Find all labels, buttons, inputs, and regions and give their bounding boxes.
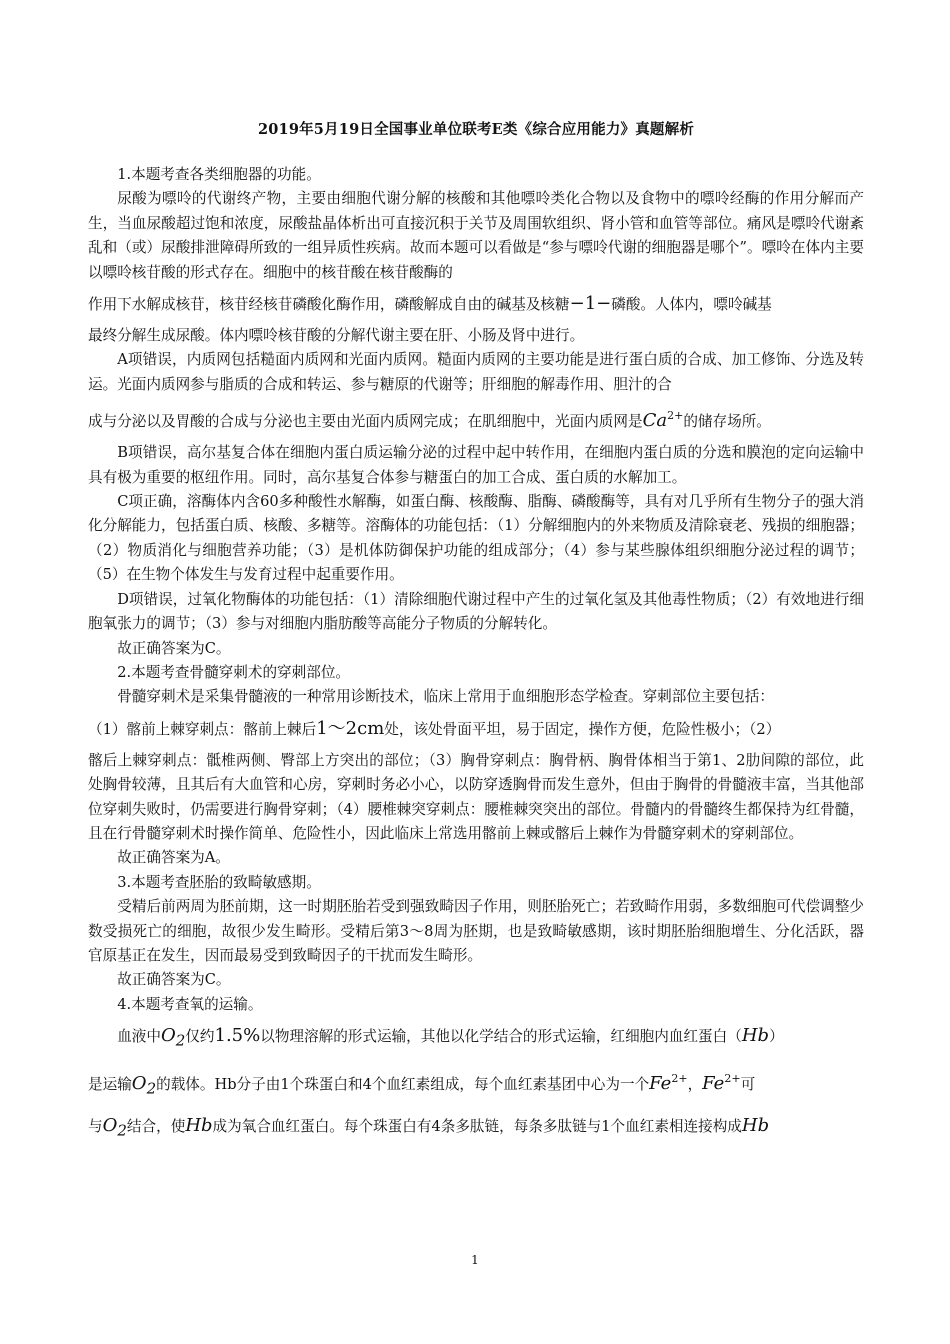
q2-sites-text-2: 处，该处骨面平坦，易于固定，操作方便，危险性极小；（2） — [384, 720, 781, 738]
q1-paragraph-intro-cont — [88, 285, 864, 324]
q4-text-10: 结合，使 — [126, 1118, 186, 1136]
oxygen-formula-3 — [102, 1115, 127, 1140]
q4-text-4: ） — [769, 1028, 784, 1046]
q4-text-3: 以物理溶解的形式运输，其他以化学结合的形式运输，红细胞内血红蛋白（ — [260, 1028, 742, 1046]
hemoglobin-symbol: Hb — [741, 1025, 770, 1047]
q1-heading: 1.本题考查各类细胞器的功能。 — [117, 166, 321, 183]
q1-option-d: D项错误，过氧化物酶体的功能包括：（1）清除细胞代谢过程中产生的过氧化氢及其他毒性物质；（2）有效地进行细胞氧张力的调节；（3）参与对细胞内脂肪酸等高能分子物质的分解转化。 — [88, 590, 864, 633]
oxygen-symbol-2: O — [131, 1072, 147, 1094]
q4-text-8: 可 — [740, 1075, 756, 1093]
iron-formula — [649, 1073, 687, 1094]
q2-paragraph-sites-cont: 髂后上棘穿刺点：骶椎两侧、臀部上方突出的部位；（3）胸骨穿刺点：胸骨柄、胸骨体相当于第1、2肋间隙的部位，此处胸骨较薄，且其后有大血管和心房，穿刺时务必小心，以防穿透胸骨而发生意外，但由于胸骨的骨髓液丰富，当其他部位穿刺失败时，仍需要进行胸骨穿刺；（4）腰椎棘突穿刺点：腰椎棘突突出的部位。骨髓内的骨髓终生都保持为红骨髓，且在行骨髓穿刺术时操作简单、危险性小，因此临床上常选用髂前上棘或髂后上棘作为骨髓穿刺术的穿刺部位。 — [88, 751, 864, 842]
q1-option-a-text-3: 的储存场所。 — [683, 413, 771, 431]
oxygen-subscript-3: 2 — [117, 1121, 127, 1140]
q2-distance-formula: 1～2cm — [316, 717, 385, 739]
q1-option-b: B项错误，高尔基复合体在细胞内蛋白质运输分泌的过程中起中转作用，在细胞内蛋白质的分选和膜泡的定向运输中具有极为重要的枢纽作用。同时，高尔基复合体参与糖蛋白的加工合成、蛋白质的水解加工。 — [88, 444, 864, 486]
q4-text-7: ， — [687, 1075, 703, 1093]
page-number: 1 — [471, 1253, 479, 1267]
q4-text-5: 是运输 — [88, 1075, 132, 1093]
q1-intro-text: 尿酸为嘌呤的代谢终产物，主要由细胞代谢分解的核酸和其他嘌呤类化合物以及食物中的嘌呤经酶的作用分解而产生，当血尿酸超过饱和浓度，尿酸盐晶体析出可直接沉积于关节及周围软组织、肾小管和血管等部位。痛风是嘌呤代谢紊乱和（或）尿酸排泄障碍所致的一组异质性疾病。故而本题可以看做是“参与嘌呤代谢的细胞器是哪个”。嘌呤在体内主要以嘌呤核苷酸的形式存在。细胞中的核苷酸在核苷酸酶的 — [88, 190, 864, 281]
q1-answer: 故正确答案为C。 — [117, 639, 231, 657]
q4-text-9: 与 — [88, 1118, 103, 1136]
iron-charge: 2+ — [671, 1071, 688, 1085]
q4-paragraph-2 — [88, 1060, 864, 1108]
hemoglobin-symbol-3: Hb — [741, 1115, 770, 1137]
q1-option-a-cont — [88, 397, 864, 441]
q3-heading: 3.本题考查胚胎的致畸敏感期。 — [117, 873, 321, 891]
q4-heading: 4.本题考查氧的运输。 — [117, 995, 263, 1013]
oxygen-symbol: O — [160, 1025, 176, 1047]
iron-symbol: Fe — [649, 1072, 672, 1094]
q4-paragraph-1 — [88, 1017, 864, 1060]
oxygen-formula-2 — [131, 1072, 157, 1098]
oxygen-subscript: 2 — [175, 1031, 186, 1050]
q1-intro-text-3: 磷酸。人体内，嘌呤碱基 — [611, 296, 772, 314]
q2-answer: 故正确答案为A。 — [117, 849, 230, 867]
oxygen-formula — [160, 1025, 186, 1050]
q1-paragraph-intro-end: 最终分解生成尿酸。体内嘌呤核苷酸的分解代谢主要在肝、小肠及肾中进行。 — [88, 327, 585, 345]
oxygen-percentage: 1.5% — [214, 1025, 261, 1047]
q1-option-c: C项正确，溶酶体内含60多种酸性水解酶，如蛋白酶、核酸酶、脂酶、磷酸酶等，具有对几乎所有生物分子的强大消化分解能力，包括蛋白质、核酸、多糖等。溶酶体的功能包括：（1）分解细胞内的外来物质及清除衰老、残损的细胞器；（2）物质消化与细胞营养功能；（3）是机体防御保护功能的组成部分；（4）参与某些腺体组织细胞分泌过程的调节；（5）在生物个体发生与发育过程中起重要作用。 — [88, 493, 864, 584]
q4-paragraph-3 — [88, 1107, 864, 1150]
iron-symbol-2: Fe — [702, 1072, 725, 1094]
q1-option-a-text-2: 成与分泌以及胃酸的合成与分泌也主要由光面内质网完成；在肌细胞中，光面内质网是 — [88, 413, 643, 431]
calcium-formula — [643, 410, 684, 431]
q1-option-a: A项错误，内质网包括糙面内质网和光面内质网。糙面内质网的主要功能是进行蛋白质的合成、加工修饰、分选及转运。光面内质网参与脂质的合成和转运、参与糖原的代谢等；肝细胞的解毒作用、胆汁的合 — [88, 351, 864, 393]
q1-paragraph-intro — [88, 187, 864, 285]
iron-formula-2 — [702, 1073, 740, 1094]
calcium-charge: 2+ — [667, 409, 684, 423]
q2-paragraph-intro: 骨髓穿刺术是采集骨髓液的一种常用诊断技术，临床上常用于血细胞形态学检查。穿刺部位主要包括： — [117, 688, 774, 706]
document-title: 2019年5月19日全国事业单位联考E类《综合应用能力》真题解析 — [257, 121, 695, 138]
q4-text-2: 仅约 — [185, 1028, 215, 1046]
q2-sites-text: （1）髂前上棘穿刺点：髂前上棘后 — [88, 720, 317, 738]
iron-charge-2: 2+ — [724, 1071, 741, 1085]
q1-ribose-formula: −1− — [569, 293, 612, 315]
q3-paragraph: 受精后前两周为胚前期，这一时期胚胎若受到强致畸因子作用，则胚胎死亡；若致畸作用弱，多数细胞可代偿调整少数受损死亡的细胞，故很少发生畸形。受精后第3～8周为胚期，也是致畸敏感期，该时期胚胎细胞增生、分化活跃，器官原基正在发生，因而最易受到致畸因子的干扰而发生畸形。 — [88, 898, 864, 964]
q2-heading: 2.本题考查骨髓穿刺术的穿刺部位。 — [117, 663, 351, 681]
q4-text-11: 成为氧合血红蛋白。每个珠蛋白有4条多肽链，每条多肽链与1个血红素相连接构成 — [212, 1118, 742, 1136]
oxygen-subscript-2: 2 — [146, 1079, 157, 1098]
q1-intro-text-2: 作用下水解成核苷，核苷经核苷磷酸化酶作用，磷酸解成自由的碱基及核糖 — [88, 296, 570, 314]
q3-answer: 故正确答案为C。 — [117, 971, 231, 989]
q4-text-6: 的载体。Hb分子由1个珠蛋白和4个血红素组成，每个血红素基团中心为一个 — [156, 1075, 650, 1093]
calcium-symbol: Ca — [642, 410, 668, 432]
q2-paragraph-sites — [88, 710, 864, 749]
oxygen-symbol-3: O — [102, 1115, 118, 1137]
q4-text-1: 血液中 — [117, 1028, 161, 1046]
document-body — [88, 163, 864, 1150]
hemoglobin-symbol-2: Hb — [185, 1115, 213, 1137]
